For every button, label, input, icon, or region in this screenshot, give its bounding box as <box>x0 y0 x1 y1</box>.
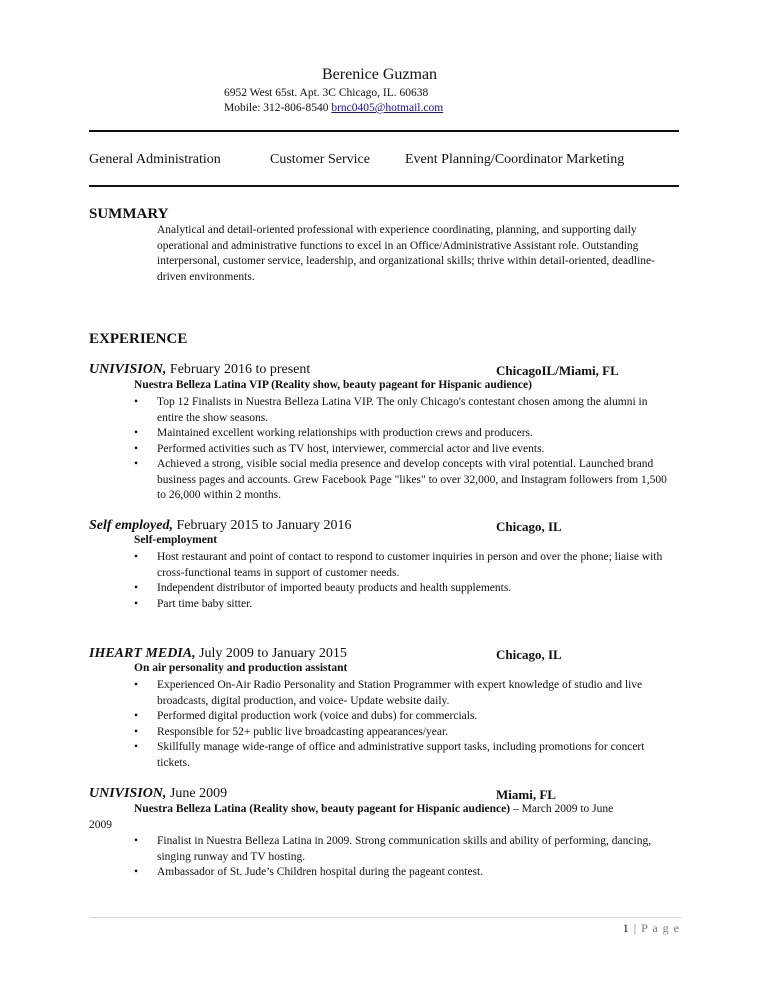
skill-event-planning: Event Planning/Coordinator Marketing <box>405 152 625 167</box>
footer-divider <box>89 917 681 918</box>
job-location: ChicagoIL/Miami, FL <box>496 363 619 378</box>
experience-heading: EXPERIENCE <box>89 331 188 347</box>
job-header <box>89 646 347 662</box>
skill-general-administration: General Administration <box>89 152 221 167</box>
job-company: Self employed, <box>89 518 173 533</box>
bullet-item: • Finalist in Nuestra Belleza Latina in 2009. Strong communication skills and ability of performing, dancing, singing runway and TV hosting. <box>134 834 674 865</box>
job-header <box>89 362 310 378</box>
bullet-item: • Performed activities such as TV host, interviewer, commercial actor and live events. <box>134 442 674 458</box>
bullet-item: • Host restaurant and point of contact to respond to customer inquiries in person and over the phone; liaise with cross-functional teams in support of customer needs. <box>134 550 674 581</box>
job-dates: February 2015 to January 2016 <box>172 518 352 533</box>
bullet-item: • Ambassador of St. Jude’s Children hospital during the pageant contest. <box>134 865 674 881</box>
page-number: 1 <box>622 921 630 935</box>
job-role: Self-employment <box>134 534 218 546</box>
contact-block <box>224 86 443 116</box>
job-company: IHEART MEDIA, <box>89 646 196 661</box>
job-role <box>134 803 613 815</box>
top-divider <box>89 130 679 132</box>
skill-customer-service: Customer Service <box>270 152 370 167</box>
job-role: On air personality and production assistant <box>134 662 348 674</box>
job-header <box>89 786 227 802</box>
page-footer <box>623 921 680 936</box>
job-location: Miami, FL <box>496 787 556 802</box>
job-role-dates: – March 2009 to June <box>510 803 614 815</box>
job-bullets <box>134 678 674 771</box>
bullet-item: • Independent distributor of imported beauty products and health supplements. <box>134 581 674 597</box>
mobile-line <box>224 101 443 116</box>
bullet-item: • Skillfully manage wide-range of office and administrative support tasks, including promotions for concert tickets. <box>134 740 674 771</box>
bullet-item: • Part time baby sitter. <box>134 597 674 613</box>
page-label: | P a g e <box>633 921 680 935</box>
job-role-dates-wrap: 2009 <box>89 819 112 831</box>
bullet-item: • Top 12 Finalists in Nuestra Belleza Latina VIP. The only Chicago's contestant chosen among the alumni in entire the show seasons. <box>134 395 674 426</box>
job-location: Chicago, IL <box>496 647 562 662</box>
job-bullets <box>134 834 674 881</box>
job-bullets <box>134 395 674 504</box>
job-company: UNIVISION, <box>89 362 167 377</box>
job-dates: July 2009 to January 2015 <box>195 646 347 661</box>
bullet-item: • Achieved a strong, visible social media presence and develop concepts with viral potential. Launched brand business pages and accounts. Grew Facebook Page "likes" to over 32,000, and Instagram followers from 1,500 to 26,000 within 2 months. <box>134 457 674 504</box>
address: 6952 West 65st. Apt. 3C Chicago, IL. 60638 <box>224 87 429 99</box>
job-role-title: Nuestra Belleza Latina (Reality show, beauty pageant for Hispanic audience) <box>134 803 511 815</box>
email-link[interactable]: brnc0405@hotmail.com <box>331 102 444 114</box>
bullet-item: • Performed digital production work (voice and dubs) for commercials. <box>134 709 674 725</box>
summary-text: Analytical and detail-oriented professional with experience coordinating, planning, and supporting daily operational and administrative functions to excel in an Office/Administrative Assistant role. Outstanding interpersonal, customer service, leadership, and organizational skills; thrive within detail-oriented, deadline-driven environments. <box>157 224 655 283</box>
bullet-item: • Maintained excellent working relationships with production crews and producers. <box>134 426 674 442</box>
job-location: Chicago, IL <box>496 519 562 534</box>
job-bullets <box>134 550 674 612</box>
job-dates: February 2016 to present <box>166 362 311 377</box>
bullet-item: • Responsible for 52+ public live broadcasting appearances/year. <box>134 725 674 741</box>
resume-name: Berenice Guzman <box>322 66 438 83</box>
job-role: Nuestra Belleza Latina VIP (Reality show, beauty pageant for Hispanic audience) <box>134 379 532 391</box>
job-header <box>89 518 351 534</box>
bullet-item: • Experienced On-Air Radio Personality and Station Programmer with expert knowledge of studio and live broadcasts, digital production, and voice- Update website daily. <box>134 678 674 709</box>
job-dates: June 2009 <box>166 786 228 801</box>
job-company: UNIVISION, <box>89 786 167 801</box>
skills-divider <box>89 185 679 187</box>
summary-heading: SUMMARY <box>89 206 169 222</box>
mobile-number: Mobile: 312-806-8540 <box>224 102 329 114</box>
